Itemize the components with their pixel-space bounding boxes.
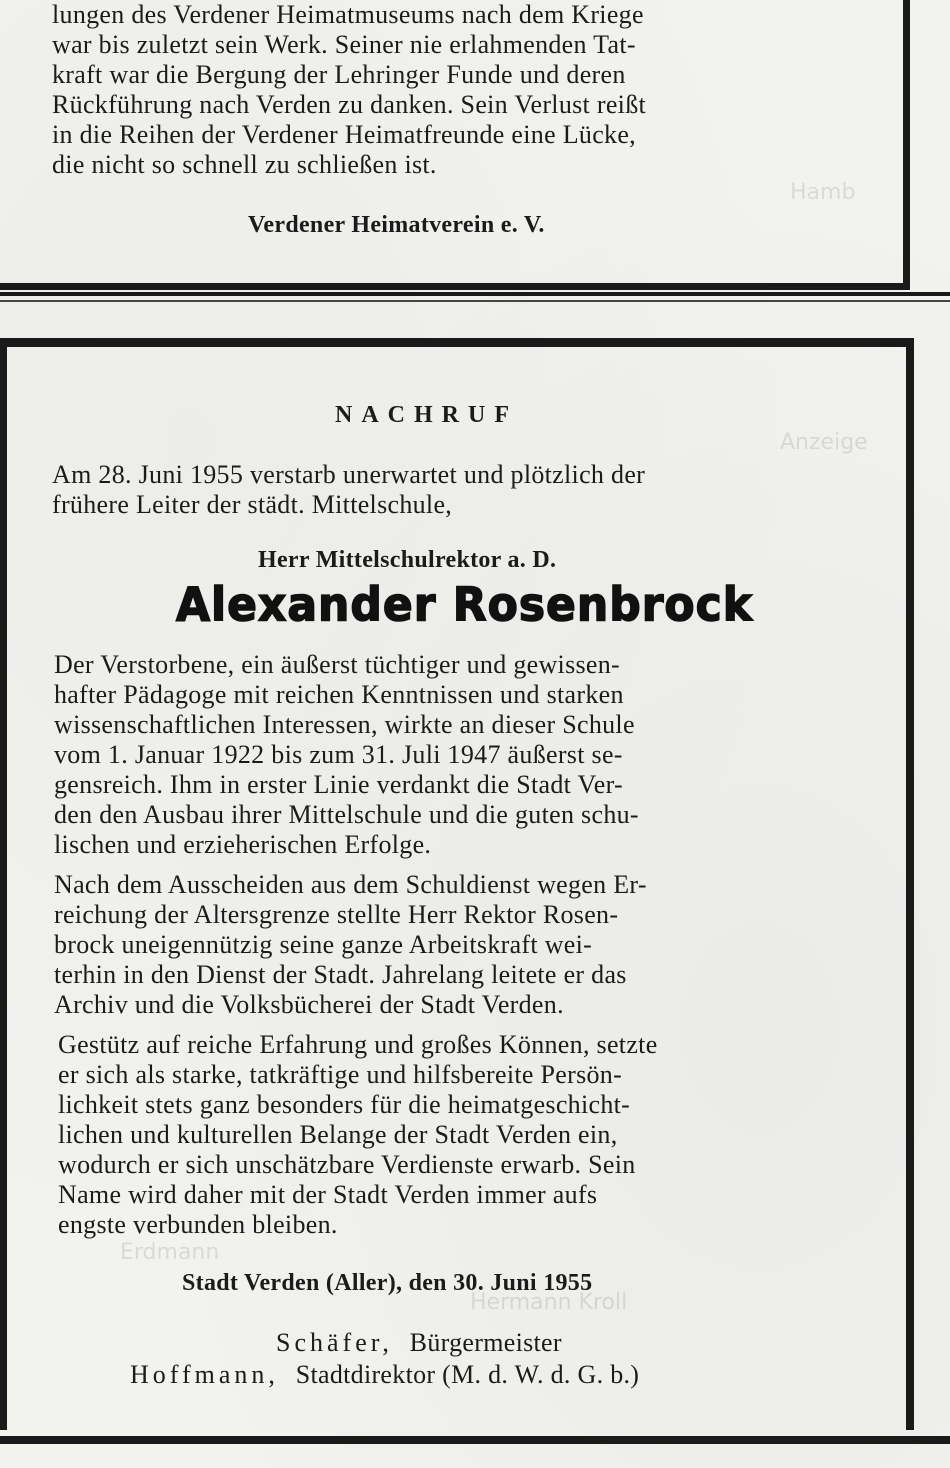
top-notice-line: die nicht so schnell zu schließen ist. <box>52 150 437 179</box>
top-notice-line: kraft war die Bergung der Lehringer Funde und deren <box>52 60 626 89</box>
paragraph-3-line: engste verbunden bleiben. <box>58 1210 338 1239</box>
deceased-title: Herr Mittelschulrektor a. D. <box>258 547 557 573</box>
paragraph-2-line: reichung der Altersgrenze stellte Herr Rektor Rosen- <box>54 900 619 929</box>
paragraph-1-line: wissenschaftlichen Interessen, wirkte an dieser Schule <box>54 710 635 739</box>
background-print: Anzeige <box>780 430 868 455</box>
signer-director-name: Hoffmann, <box>130 1360 279 1389</box>
paragraph-3-line: er sich als starke, tatkräftige und hilfsbereite Persön- <box>58 1060 623 1089</box>
paragraph-3-line: lichkeit stets ganz besonders für die heimatgeschicht- <box>58 1090 631 1119</box>
top-notice-line: in die Reihen der Verdener Heimatfreunde eine Lücke, <box>52 120 636 149</box>
paragraph-1-line: lischen und erzieherischen Erfolge. <box>54 830 432 859</box>
intro-line: Am 28. Juni 1955 verstarb unerwartet und plötzlich der <box>52 460 646 489</box>
background-print: Erdmann <box>120 1240 220 1265</box>
paragraph-3-line: wodurch er sich unschätzbare Verdienste erwarb. Sein <box>58 1150 636 1179</box>
place-date: Stadt Verden (Aller), den 30. Juni 1955 <box>182 1270 593 1296</box>
paragraph-2-line: Archiv und die Volksbücherei der Stadt Verden. <box>54 990 564 1019</box>
background-print: Hermann Kroll <box>470 1290 628 1315</box>
bottom-rule <box>0 1436 950 1444</box>
top-notice-line: war bis zuletzt sein Werk. Seiner nie erlahmenden Tat- <box>52 30 636 59</box>
paragraph-3-line: lichen und kulturellen Belange der Stadt Verden ein, <box>58 1120 618 1149</box>
paragraph-1-line: gensreich. Ihm in erster Linie verdankt die Stadt Ver- <box>54 770 623 799</box>
deceased-name: Alexander Rosenbrock <box>176 578 753 633</box>
obituary-heading: NACHRUF <box>335 402 518 428</box>
paragraph-1-line: den den Ausbau ihrer Mittelschule und die guten schu- <box>54 800 639 829</box>
top-notice-signature: Verdener Heimatverein e. V. <box>248 212 545 238</box>
paragraph-2-line: Nach dem Ausscheiden aus dem Schuldienst wegen Er- <box>54 870 647 899</box>
separator-rule-thin <box>0 300 950 302</box>
paragraph-1-line: Der Verstorbene, ein äußerst tüchtiger und gewissen- <box>54 650 621 679</box>
top-notice-line: lungen des Verdener Heimatmuseums nach dem Kriege <box>52 0 644 29</box>
paragraph-1-line: hafter Pädagoge mit reichen Kenntnissen und starken <box>54 680 624 709</box>
signer-director <box>130 1360 639 1390</box>
paragraph-2-line: terhin in den Dienst der Stadt. Jahrelang leitete er das <box>54 960 627 989</box>
paragraph-1-line: vom 1. Januar 1922 bis zum 31. Juli 1947 äußerst se- <box>54 740 623 769</box>
paragraph-3-line: Name wird daher mit der Stadt Verden immer aufs <box>58 1180 598 1209</box>
top-notice-line: Rückführung nach Verden zu danken. Sein Verlust reißt <box>52 90 647 119</box>
paragraph-2-line: brock uneigennützig seine ganze Arbeitskraft wei- <box>54 930 593 959</box>
paragraph-3-line: Gestütz auf reiche Erfahrung und großes Können, setzte <box>58 1030 658 1059</box>
signer-director-role: Stadtdirektor (M. d. W. d. G. b.) <box>295 1360 640 1389</box>
signer-mayor <box>276 1328 562 1358</box>
separator-rule <box>0 292 950 296</box>
signer-mayor-name: Schäfer, <box>276 1328 393 1357</box>
intro-line: frühere Leiter der städt. Mittelschule, <box>52 490 453 519</box>
background-print: Hamb <box>790 180 856 205</box>
signer-mayor-role: Bürgermeister <box>409 1328 562 1357</box>
